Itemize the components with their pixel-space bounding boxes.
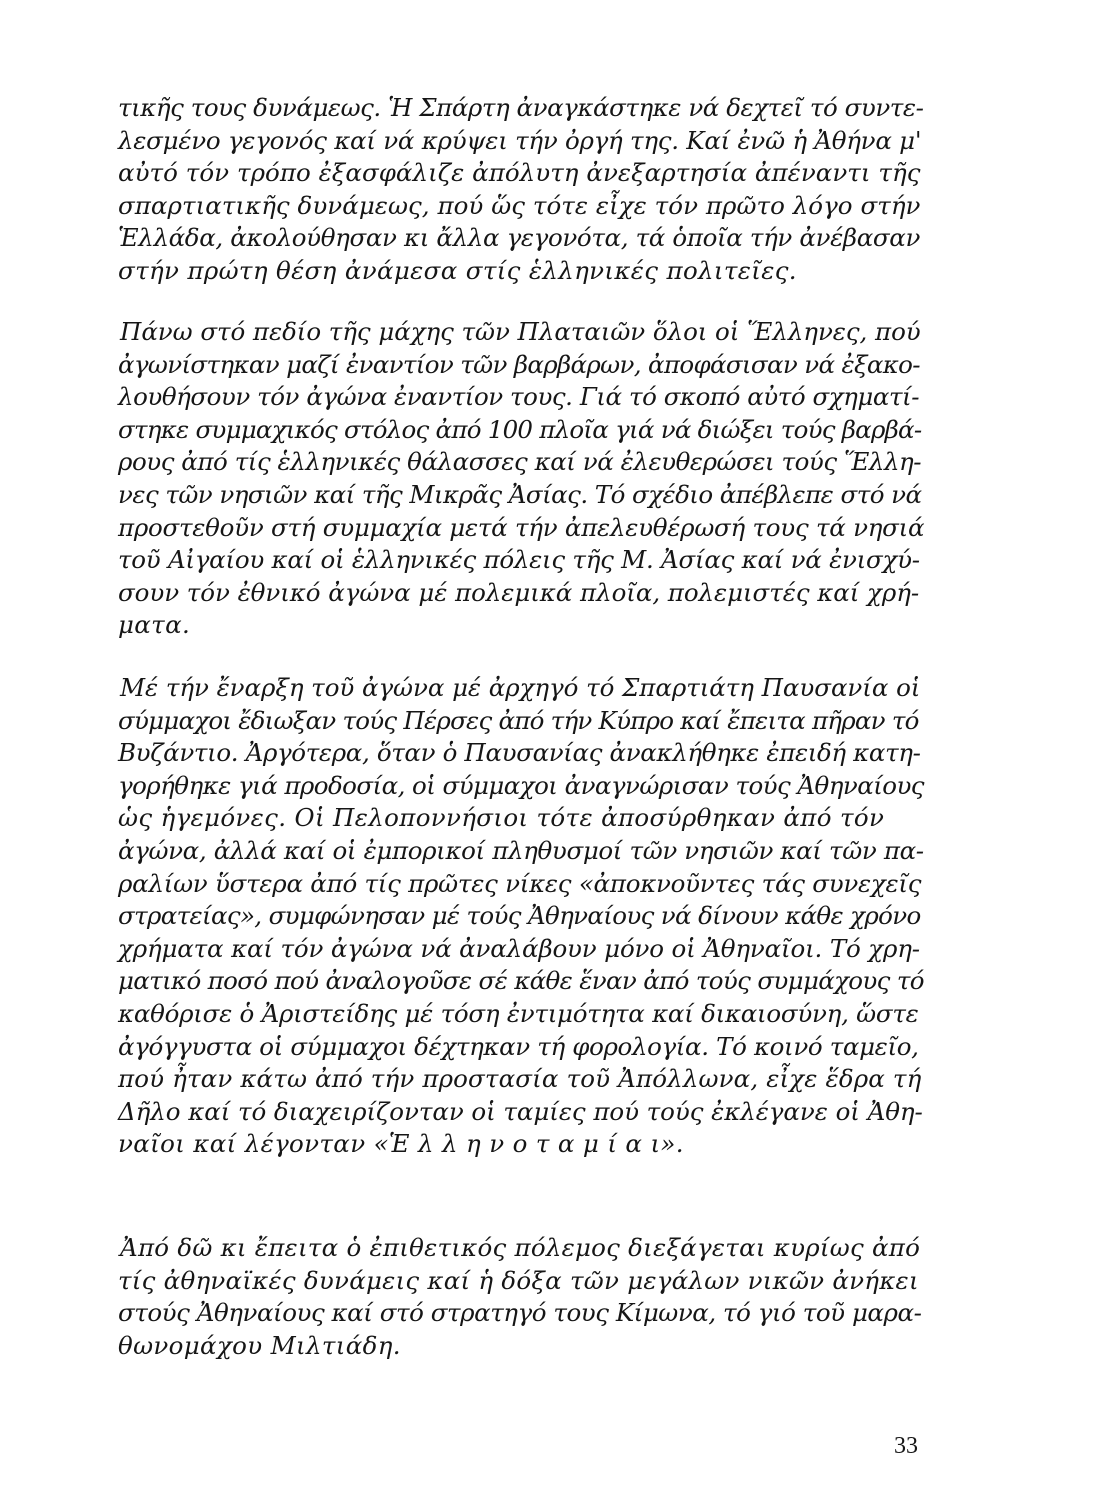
text-line: λεσμένο γεγονός καί νά κρύψει τήν ὀργή της. Καί ἐνῶ ἡ Ἀθήνα μ' (118, 125, 922, 155)
text-line: τικῆς τους δυνάμεως. Ἡ Σπάρτη ἀναγκάστηκε νά δεχτεῖ τό συντε- (118, 93, 924, 122)
text-line: αὐτό τόν τρόπο ἐξασφάλιζε ἀπόλυτη ἀνεξαρτησία ἀπέναντι τῆς (118, 158, 921, 188)
text-line: στήν πρώτη θέση ἀνάμεσα στίς ἑλληνικές πολιτεῖες. (118, 255, 797, 285)
page-number: 33 (894, 1433, 918, 1459)
text-line: ρους ἀπό τίς ἑλληνικές θάλασσες καί νά ἐλευθερώσει τούς Ἕλλη- (118, 447, 922, 477)
text-line: σουν τόν ἐθνικό ἀγώνα μέ πολεμικά πλοῖα, πολεμιστές καί χρή- (118, 577, 920, 607)
text-line: λουθήσουν τόν ἀγώνα ἐναντίον τους. Γιά τό σκοπό αὐτό σχηματί- (118, 382, 920, 412)
text-line: Ἑλλάδα, ἀκολούθησαν κι ἄλλα γεγονότα, τά ὁποῖα τήν ἀνέβασαν (118, 223, 921, 253)
text-line: πού ἦταν κάτω ἀπό τήν προστασία τοῦ Ἀπόλλωνα, εἶχε ἕδρα τή (118, 1064, 922, 1094)
text-line: σύμμαχοι ἔδιωξαν τούς Πέρσες ἀπό τήν Κύπρο καί ἔπειτα πῆραν τό (118, 705, 919, 735)
text-line: Μέ τήν ἔναρξη τοῦ ἀγώνα μέ ἀρχηγό τό Σπαρτιάτη Παυσανία οἱ (120, 673, 921, 702)
text-line: στηκε συμμαχικός στόλος ἀπό 100 πλοῖα γιά νά διώξει τούς βαρβά- (118, 414, 922, 444)
text-line: θωνομάχου Μιλτιάδη. (118, 1330, 401, 1360)
text-line: ἀγόγγυστα οἱ σύμμαχοι δέχτηκαν τή φορολογία. Τό κοινό ταμεῖο, (118, 1031, 919, 1061)
paragraph-2 (118, 316, 924, 642)
text-line: ραλίων ὕστερα ἀπό τίς πρῶτες νίκες «ἀποκνοῦντες τάς συνεχεῖς (118, 868, 922, 898)
text-line: τοῦ Αἰγαίου καί οἱ ἑλληνικές πόλεις τῆς Μ. Ἀσίας καί νά ἐνισχύ- (118, 545, 920, 575)
text-line: Βυζάντιο. Ἀργότερα, ὅταν ὁ Παυσανίας ἀνακλήθηκε ἐπειδή κατη- (118, 738, 921, 768)
text-line: στούς Ἀθηναίους καί στό στρατηγό τους Κίμωνα, τό γιό τοῦ μαρα- (118, 1298, 922, 1328)
paragraph-3 (118, 672, 924, 1161)
text-line: γορήθηκε γιά προδοσία, οἱ σύμμαχοι ἀναγνώρισαν τούς Ἀθηναίους (118, 770, 924, 800)
text-line: Δῆλο καί τό διαχειρίζονταν οἱ ταμίες πού τούς ἐκλέγανε οἱ Ἀθη- (118, 1096, 923, 1126)
text-line: στρατείας», συμφώνησαν μέ τούς Ἀθηναίους νά δίνουν κάθε χρόνο (118, 901, 921, 931)
text-line: ναῖοι καί λέγονταν «Ἑ λ λ η ν ο τ α μ ί α ι». (118, 1129, 684, 1159)
text-line: Ἀπό δῶ κι ἔπειτα ὁ ἐπιθετικός πόλεμος διεξάγεται κυρίως ἀπό (120, 1233, 921, 1262)
paragraph-4 (118, 1232, 924, 1362)
text-line: τίς ἀθηναϊκές δυνάμεις καί ἡ δόξα τῶν μεγάλων νικῶν ἀνήκει (118, 1265, 919, 1295)
text-line: καθόρισε ὁ Ἀριστείδης μέ τόση ἐντιμότητα καί δικαιοσύνη, ὥστε (118, 998, 919, 1028)
text-line: ματικό ποσό πού ἀναλογοῦσε σέ κάθε ἕναν ἀπό τούς συμμάχους τό (118, 966, 924, 996)
text-line: ἀγωνίστηκαν μαζί ἐναντίον τῶν βαρβάρων, ἀποφάσισαν νά ἐξακο- (118, 349, 920, 379)
text-line: ὡς ἡγεμόνες. Οἱ Πελοποννήσιοι τότε ἀποσύρθηκαν ἀπό τόν (118, 803, 885, 833)
text-line: προστεθοῦν στή συμμαχία μετά τήν ἀπελευθέρωσή τους τά νησιά (118, 512, 925, 542)
text-line: νες τῶν νησιῶν καί τῆς Μικρᾶς Ἀσίας. Τό σχέδιο ἀπέβλεπε στό νά (118, 479, 922, 509)
text-line: σπαρτιατικῆς δυνάμεως, πού ὥς τότε εἶχε τόν πρῶτο λόγο στήν (118, 190, 921, 220)
text-line: Πάνω στό πεδίο τῆς μάχης τῶν Πλαταιῶν ὅλοι οἱ Ἕλληνες, πού (120, 317, 921, 346)
paragraph-1 (118, 92, 924, 288)
text-line: ματα. (118, 610, 191, 640)
text-line: ἀγώνα, ἀλλά καί οἱ ἐμπορικοί πληθυσμοί τῶν νησιῶν καί τῶν πα- (118, 835, 924, 865)
text-line: χρήματα καί τόν ἀγώνα νά ἀναλάβουν μόνο οἱ Ἀθηναῖοι. Τό χρη- (118, 933, 920, 963)
